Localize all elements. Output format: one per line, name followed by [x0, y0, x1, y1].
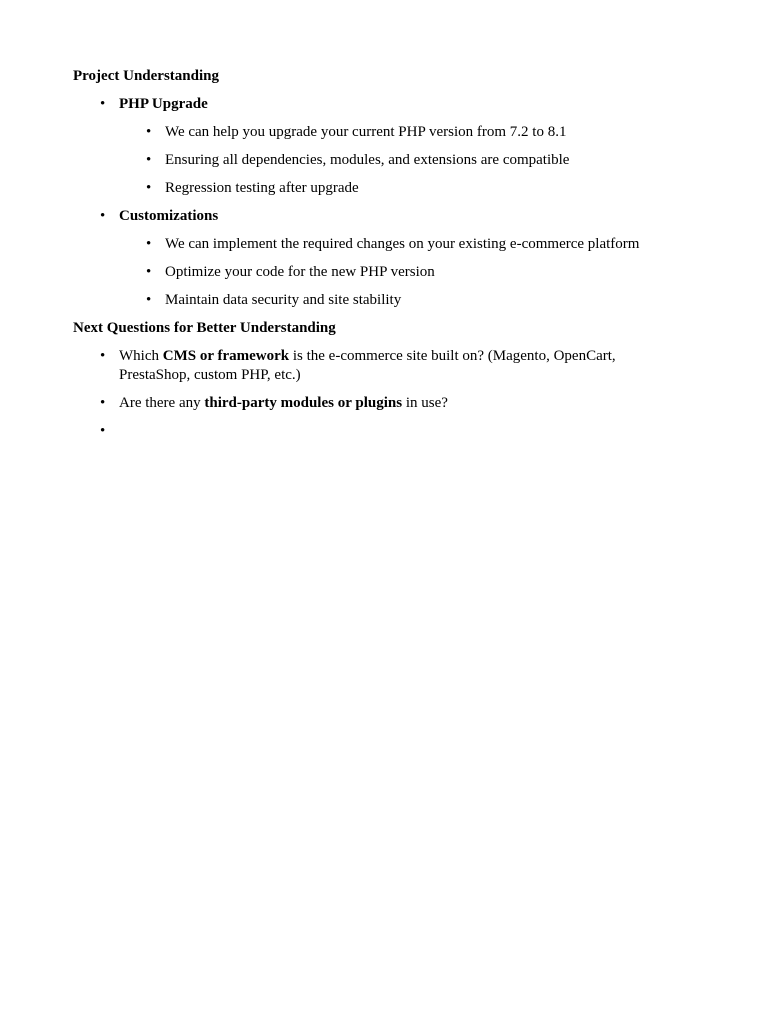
bullet-icon: • [100, 395, 106, 411]
sublist-item-text: Optimize your code for the new PHP version [165, 264, 435, 280]
sublist-item-text: Ensuring all dependencies, modules, and extensions are compatible [165, 152, 570, 168]
php-upgrade-sublist [119, 123, 673, 198]
sublist-item [119, 291, 673, 310]
question-text-bold: CMS or framework [162, 348, 290, 364]
question-item [73, 394, 673, 413]
sublist-item [119, 235, 673, 254]
question-item [73, 347, 673, 385]
bullet-icon: • [100, 423, 106, 439]
section-heading-next-questions: Next Questions for Better Understanding [73, 320, 336, 336]
sublist-item-text: We can help you upgrade your current PHP version from 7.2 to 8.1 [165, 124, 567, 140]
question-text-post: is the e-commerce site built on? (Magento, OpenCart, PrestaShop, custom PHP, etc.) [119, 348, 616, 383]
question-item-empty[interactable] [73, 422, 673, 441]
bullet-icon: • [146, 180, 152, 196]
question-text-bold: third-party modules or plugins [204, 395, 403, 411]
project-understanding-list [73, 95, 673, 310]
bullet-icon: • [146, 152, 152, 168]
sublist-item-text: Maintain data security and site stability [165, 292, 402, 308]
bullet-icon: • [100, 96, 106, 112]
question-text-post: in use? [402, 395, 448, 411]
list-item-label: Customizations [119, 208, 219, 224]
question-text-pre: Are there any [119, 395, 205, 411]
list-item-customizations [73, 207, 673, 310]
bullet-icon: • [146, 264, 152, 280]
bullet-icon: • [100, 208, 106, 224]
bullet-icon: • [146, 236, 152, 252]
bullet-icon: • [100, 348, 106, 364]
section-heading-project-understanding: Project Understanding [73, 68, 219, 84]
sublist-item-text: We can implement the required changes on your existing e-commerce platform [165, 236, 640, 252]
bullet-icon: • [146, 124, 152, 140]
question-text-pre: Which [119, 348, 163, 364]
sublist-item [119, 263, 673, 282]
bullet-icon: • [146, 292, 152, 308]
sublist-item-text: Regression testing after upgrade [165, 180, 359, 196]
list-item-label: PHP Upgrade [119, 96, 208, 112]
sublist-item [119, 151, 673, 170]
next-questions-list [73, 347, 673, 441]
list-item-php-upgrade [73, 95, 673, 198]
customizations-sublist [119, 235, 673, 310]
sublist-item [119, 123, 673, 142]
document-page [73, 67, 673, 450]
sublist-item [119, 179, 673, 198]
